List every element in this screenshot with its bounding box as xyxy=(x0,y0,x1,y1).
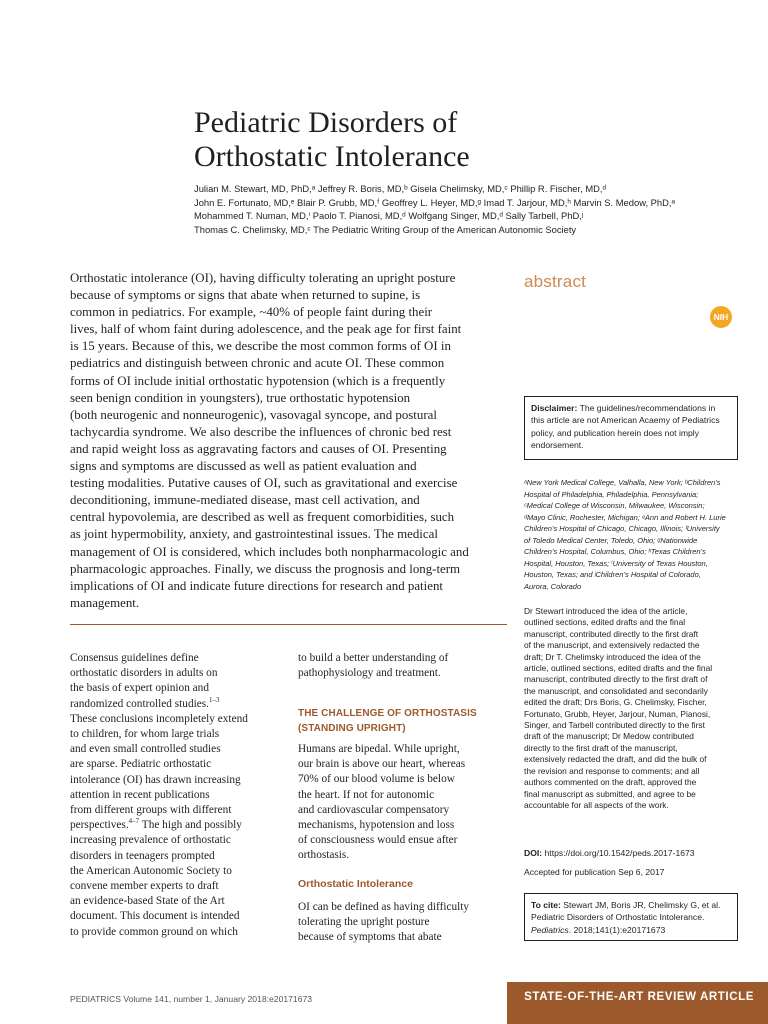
author-line: Julian M. Stewart, MD, PhD,ᵃ Jeffrey R. Boris, MD,ᵇ Gisela Chelimsky, MD,ᶜ Phillip R. Fischer, MD,ᵈ xyxy=(194,183,607,194)
body-line: and even small controlled studies xyxy=(70,743,221,756)
body-line xyxy=(70,697,285,712)
abstract-line: Orthostatic intolerance (OI), having difficulty tolerating an upright posture xyxy=(70,271,456,285)
body-text: randomized controlled studies. xyxy=(70,697,209,710)
body-line: pathophysiology and treatment. xyxy=(298,667,441,680)
abstract-line: management. xyxy=(70,595,140,610)
cite-label: To cite: xyxy=(531,900,561,910)
body-line: tolerating the upright posture xyxy=(298,916,430,929)
disclaimer-label: Disclaimer: xyxy=(531,403,578,413)
section-heading-line: (STANDING UPRIGHT) xyxy=(298,723,406,734)
abstract-line: and rapid weight loss as aggravating factors and causes of OI. Presenting xyxy=(70,441,447,456)
doi-link[interactable]: https://doi.org/10.1542/peds.2017-1673 xyxy=(542,848,695,858)
author-line: Thomas C. Chelimsky, MD,ᶜ The Pediatric Writing Group of the American Autonomic Society xyxy=(194,223,577,235)
body-line: These conclusions incompletely extend xyxy=(70,712,248,725)
author-line: Mohammed T. Numan, MD,ⁱ Paolo T. Pianosi, MD,ᵈ Wolfgang Singer, MD,ᵈ Sally Tarbell, PhD,ʲ xyxy=(194,210,584,222)
affiliation-line: Aurora, Colorado xyxy=(524,581,582,591)
abstract-line: implications of OI and indicate future directions for research and patient xyxy=(70,578,443,593)
cite-text: Stewart JM, Boris JR, Chelimsky G, et al. xyxy=(560,900,721,910)
author-list xyxy=(194,182,754,236)
body-line: mechanisms, hypotension and loss xyxy=(298,819,455,832)
contribution-line: manuscript, contributed directly to the first draft xyxy=(524,628,699,639)
body-line: an evidence-based State of the Art xyxy=(70,895,225,908)
affiliation-line: Hospital of Philadelphia, Philadelphia, Pennsylvania; xyxy=(524,489,699,499)
abstract-line: tachycardia syndrome. We also describe the influences of chronic bed rest xyxy=(70,424,452,439)
abstract-line: pediatrics and distinguish between chronic and acute OI. These common xyxy=(70,356,445,371)
body-line: Consensus guidelines define xyxy=(70,652,199,664)
body-line: from different groups with different xyxy=(70,804,232,817)
abstract-line: as joint hypermobility, anxiety, and gastrointestinal issues. The medical xyxy=(70,527,438,542)
cite-line: Pediatric Disorders of Orthostatic Intolerance. xyxy=(531,912,705,923)
title-line: Orthostatic Intolerance xyxy=(194,140,470,173)
disclaimer-line: this article are not American Acaemy of Pediatrics xyxy=(531,415,720,426)
body-line: disorders in teenagers prompted xyxy=(70,849,215,862)
abstract-heading: abstract xyxy=(524,272,587,291)
disclaimer-line xyxy=(531,402,731,414)
citation-box xyxy=(524,893,738,941)
body-line: OI can be defined as having difficulty xyxy=(298,901,470,913)
citation-ref[interactable]: 4–7 xyxy=(128,817,140,826)
disclaimer-line: policy, and publication herein does not imply xyxy=(531,427,699,438)
affiliation-line: Children’s Hospital of Chicago, Chicago, Illinois; ᶠUniversity xyxy=(524,524,720,533)
abstract-line: signs and symptoms are discussed as well as patient evaluation and xyxy=(70,459,417,474)
body-line: to build a better understanding of xyxy=(298,652,449,664)
contribution-line: directly to the first draft of the manuscript, xyxy=(524,742,678,753)
author-contributions xyxy=(524,606,764,811)
body-line: document. This document is intended xyxy=(70,910,240,923)
body-line: to provide common ground on which xyxy=(70,925,238,938)
accepted-date: Accepted for publication Sep 6, 2017 xyxy=(524,867,665,877)
contribution-line: outlined sections, edited drafts and the final xyxy=(524,617,686,628)
contribution-line: final manuscript as submitted, and agree to be xyxy=(524,788,696,799)
body-line: orthostatic disorders in adults on xyxy=(70,667,218,680)
title-line: Pediatric Disorders of xyxy=(194,106,458,139)
affiliation-line: Houston, Texas; and ʲChildren’s Hospital of Colorado, xyxy=(524,570,701,579)
contribution-line: Fortunato, Grubb, Heyer, Jarjour, Numan, Pianosi, xyxy=(524,708,711,719)
abstract-line: central hypovolemia, are described as well as frequent comorbidities, such xyxy=(70,510,455,525)
body-line: intolerance (OI) has drawn increasing xyxy=(70,773,241,786)
body-text: perspectives. xyxy=(70,819,129,832)
abstract-line: common in pediatrics. For example, ~40% of people faint during their xyxy=(70,305,433,320)
abstract-line: seen benign condition in youngsters), true orthostatic hypotension xyxy=(70,390,411,405)
body-line: the heart. If not for autonomic xyxy=(298,788,435,801)
affiliation-line: of Toledo Medical Center, Toledo, Ohio; ᵍNationwide xyxy=(524,535,698,545)
affiliation-line: ᶜMedical College of Wisconsin, Milwaukee, Wisconsin; xyxy=(524,501,705,510)
cite-text: . 2018;141(1):e20171673 xyxy=(568,924,666,935)
citation-ref[interactable]: 1–3 xyxy=(208,695,220,704)
disclaimer-text: The guidelines/recommendations in xyxy=(577,403,716,413)
abstract-line: (both neurogenic and nonneurogenic), vasovagal syncope, and postural xyxy=(70,407,437,422)
body-line: the basis of expert opinion and xyxy=(70,682,209,695)
body-line: 70% of our blood volume is below xyxy=(298,773,455,786)
body-line xyxy=(70,818,285,833)
body-line: of consciousness would ensue after xyxy=(298,834,458,847)
subsection-heading: Orthostatic Intolerance xyxy=(298,878,413,890)
abstract-line: management of OI is considered, which includes both nonpharmacologic and xyxy=(70,544,469,559)
abstract-line: deconditioning, immune-mediated disease, mast cell activation, and xyxy=(70,493,420,508)
body-line: because of symptoms that abate xyxy=(298,931,442,944)
journal-footer: PEDIATRICS Volume 141, number 1, January 2018:e20171673 xyxy=(70,994,313,1004)
section-heading xyxy=(298,706,508,736)
contribution-line: the revision and response to comments; and all xyxy=(524,765,700,776)
disclaimer-line: endorsement. xyxy=(531,440,584,451)
contribution-line: draft; Dr T. Chelimsky introduced the idea of the xyxy=(524,651,701,662)
body-line: attention in recent publications xyxy=(70,788,210,801)
body-line: to children, for whom large trials xyxy=(70,728,220,741)
contribution-line: the manuscript, and consolidated and secondarily xyxy=(524,685,708,696)
abstract-line: lives, half of whom faint during adolescence, and the peak age for first faint xyxy=(70,322,462,337)
disclaimer-box xyxy=(524,396,738,460)
affiliations xyxy=(524,477,764,592)
affiliation-line: ᵈMayo Clinic, Rochester, Michigan; ᵉAnn and Robert H. Lurie xyxy=(524,512,726,522)
body-line: increasing prevalence of orthostatic xyxy=(70,834,231,847)
abstract-line: because of symptoms or signs that abate when returned to supine, is xyxy=(70,288,421,303)
contribution-line: extensively redacted the draft, and did the bulk of xyxy=(524,754,707,765)
cite-line xyxy=(531,924,731,936)
contribution-line: draft of the manuscript; Dr Medow contributed xyxy=(524,731,694,742)
article-type-label: STATE-OF-THE-ART REVIEW ARTICLE xyxy=(524,991,754,1003)
body-column-right-section xyxy=(298,742,508,864)
cite-line xyxy=(531,899,731,911)
affiliation-line: Hospital, Houston, Texas; ⁱUniversity of Texas Houston, xyxy=(524,558,708,568)
section-heading-line: THE CHALLENGE OF ORTHOSTASIS xyxy=(298,708,477,719)
abstract-line: forms of OI include initial orthostatic hypotension (which is a frequently xyxy=(70,373,446,388)
author-line: John E. Fortunato, MD,ᵉ Blair P. Grubb, MD,ᶠ Geoffrey L. Heyer, MD,ᵍ Imad T. Jarjour, MD,ʰ Marvin S. Medow, PhD,ᵃ xyxy=(194,196,675,208)
affiliation-line: ᵃNew York Medical College, Valhalla, New York; ᵇChildren’s xyxy=(524,478,721,487)
affiliation-line: Children’s Hospital, Columbus, Ohio; ʰTexas Children’s xyxy=(524,547,706,556)
contribution-line: authors commented on the draft, approved the xyxy=(524,777,697,788)
cite-journal: Pediatrics xyxy=(531,924,569,935)
abstract-line: is 15 years. Because of this, we describe the most common forms of OI in xyxy=(70,339,451,354)
article-title xyxy=(194,106,714,174)
nih-badge-label: NIH xyxy=(713,312,729,323)
contribution-line: Dr Stewart introduced the idea of the article, xyxy=(524,606,688,616)
abstract-line: testing modalities. Putative causes of OI, such as gravitational and exercise xyxy=(70,476,458,491)
doi-label: DOI: xyxy=(524,848,543,858)
contribution-line: accountable for all aspects of the work. xyxy=(524,799,669,810)
body-line: orthostasis. xyxy=(298,849,350,862)
section-divider xyxy=(70,624,507,625)
doi-line xyxy=(524,848,695,858)
body-line: convene member experts to draft xyxy=(70,880,219,893)
contribution-line: of the manuscript, and extensively redacted the xyxy=(524,640,700,651)
body-line: Humans are bipedal. While upright, xyxy=(298,743,460,755)
contribution-line: Singer, and Tarbell contributed directly to the first xyxy=(524,720,705,731)
body-text: The high and possibly xyxy=(139,819,242,832)
body-column-left xyxy=(70,651,285,940)
abstract-line: pharmacologic approaches. Finally, we discuss the prognosis and long-term xyxy=(70,561,461,576)
body-line: and cardiovascular compensatory xyxy=(298,803,450,816)
body-line: are sparse. Pediatric orthostatic xyxy=(70,758,212,771)
nih-badge-icon xyxy=(710,306,732,328)
contribution-line: article, outlined sections, edited drafts and the final xyxy=(524,663,713,674)
contribution-line: edited the draft; Drs Boris, G. Chelimsky, Fischer, xyxy=(524,697,707,708)
body-column-right-subsection xyxy=(298,900,508,946)
abstract-body xyxy=(70,270,510,612)
body-line: the American Autonomic Society to xyxy=(70,864,232,877)
contribution-line: manuscript, contributed directly to the first draft of xyxy=(524,674,708,685)
body-line: our brain is above our heart, whereas xyxy=(298,758,466,771)
body-column-right-intro xyxy=(298,651,508,681)
